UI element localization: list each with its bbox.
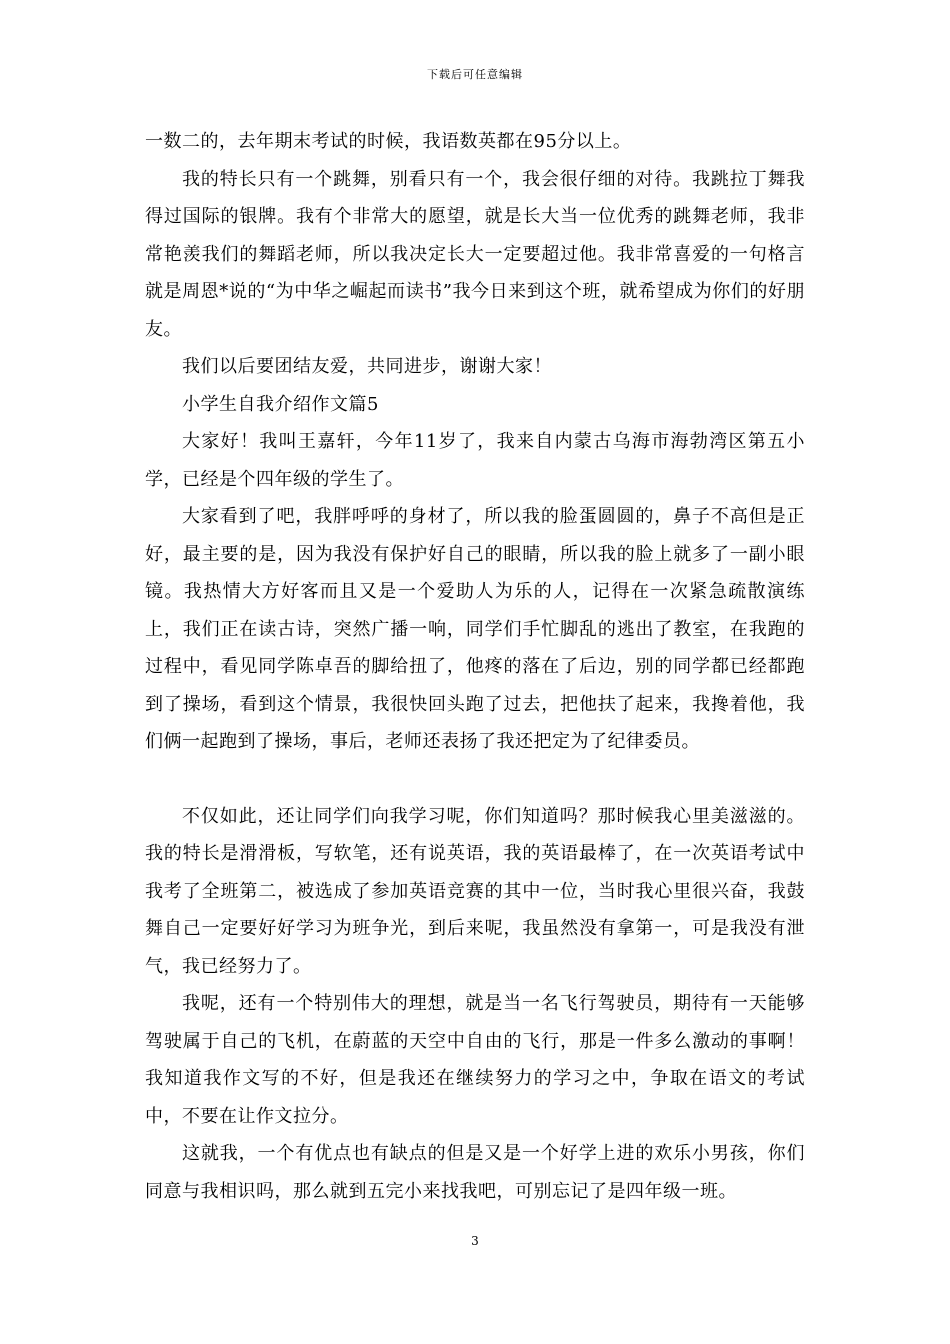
section-title: 小学生自我介绍作文篇5 — [182, 393, 379, 415]
paragraph-8: 这就我，一个有优点也有缺点的但是又是一个好学上进的欢乐小男孩，你们同意与我相识吗，那么就到五完小来找我吧，可别忘记了是四年级一班。 — [145, 1143, 805, 1202]
paragraph-3: 我们以后要团结友爱，共同进步，谢谢大家！ — [182, 356, 552, 377]
paragraph-7: 我呢，还有一个特别伟大的理想，就是当一名飞行驾驶员，期待有一天能够驾驶属于自己的飞机，在蔚蓝的天空中自由的飞行，那是一件多么激动的事啊！我知道我作文写的不好，但是我还在继续努力的学习之中，争取在语文的考试中，不要在让作文拉分。 — [145, 993, 805, 1127]
paragraph-4: 大家好！我叫王嘉轩，今年11岁了，我来自内蒙古乌海市海勃湾区第五小学，已经是个四年级的学生了。 — [145, 431, 805, 490]
page-header: 下载后可任意编辑 — [427, 68, 523, 81]
paragraph-1: 一数二的，去年期末考试的时候，我语数英都在95分以上。 — [145, 131, 632, 152]
paragraph-6: 不仅如此，还让同学们向我学习呢，你们知道吗？那时候我心里美滋滋的。我的特长是滑滑板，写软笔，还有说英语，我的英语最棒了，在一次英语考试中我考了全班第二，被选成了参加英语竞赛的其中一位，当时我心里很兴奋，我鼓舞自己一定要好好学习为班争光，到后来呢，我虽然没有拿第一，可是我没有泄气，我已经努力了。 — [145, 805, 805, 977]
page-number: 3 — [471, 1234, 479, 1248]
document-body — [145, 123, 805, 1210]
paragraph-5: 大家看到了吧，我胖呼呼的身材了，所以我的脸蛋圆圆的，鼻子不高但是正好，最主要的是，因为我没有保护好自己的眼睛，所以我的脸上就多了一副小眼镜。我热情大方好客而且又是一个爱助人为乐的人，记得在一次紧急疏散演练上，我们正在读古诗，突然广播一响，同学们手忙脚乱的逃出了教室，在我跑的过程中，看见同学陈卓吾的脚给扭了，他疼的落在了后边，别的同学都已经都跑到了操场，看到这个情景，我很快回头跑了过去，把他扶了起来，我搀着他，我们俩一起跑到了操场，事后，老师还表扬了我还把定为了纪律委员。 — [145, 506, 805, 752]
paragraph-2: 我的特长只有一个跳舞，别看只有一个，我会很仔细的对待。我跳拉丁舞我得过国际的银牌。我有个非常大的愿望，就是长大当一位优秀的跳舞老师，我非常艳羡我们的舞蹈老师，所以我决定长大一定要超过他。我非常喜爱的一句格言就是周恩*说的“为中华之崛起而读书”我今日来到这个班，就希望成为你们的好朋友。 — [145, 168, 805, 340]
